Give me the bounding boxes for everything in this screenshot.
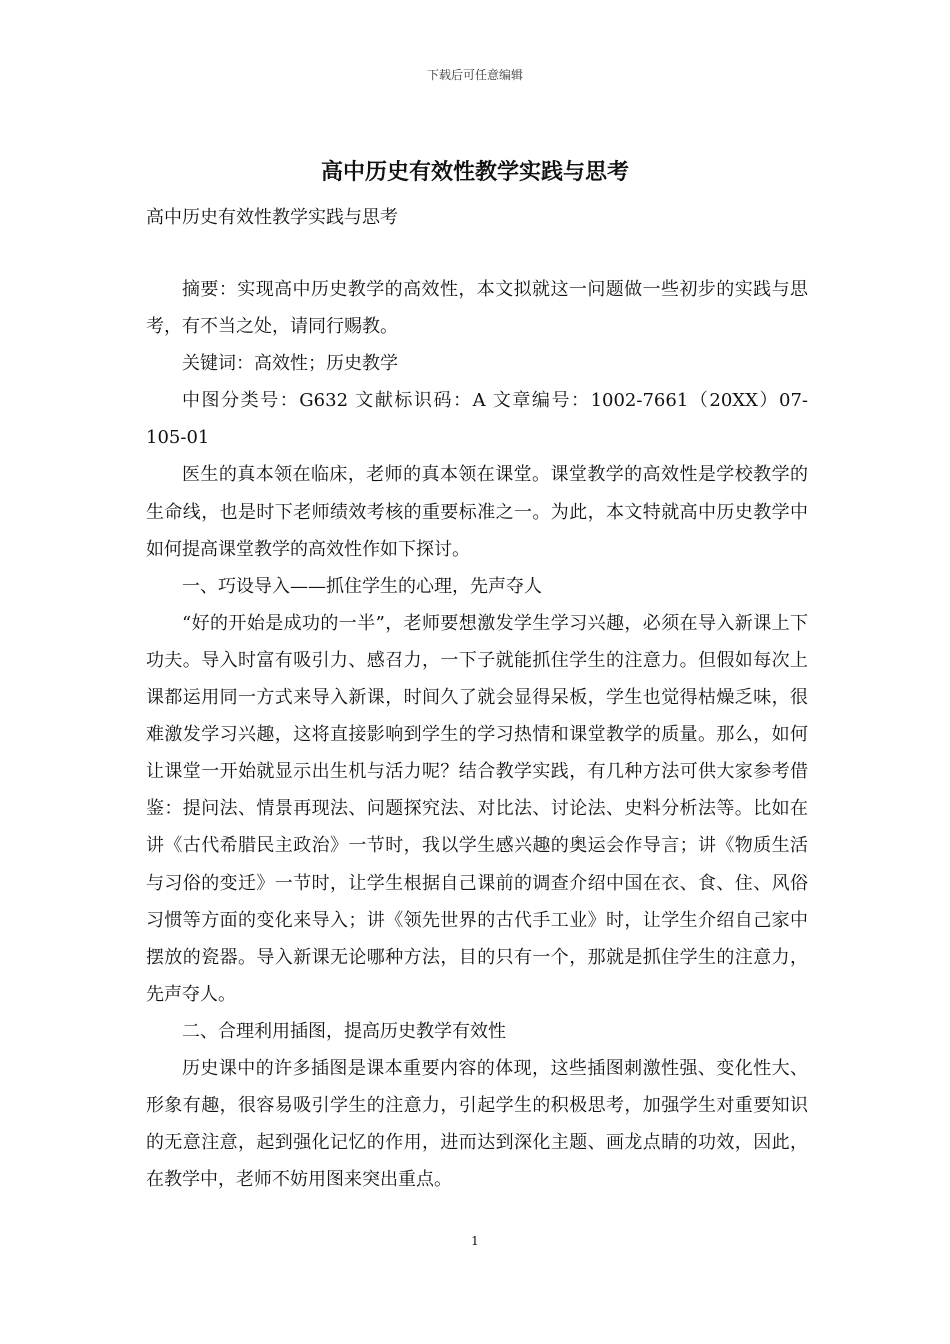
abstract-paragraph: 摘要：实现高中历史教学的高效性，本文拟就这一问题做一些初步的实践与思考，有不当之处，请同行赐教。 <box>146 279 808 338</box>
section-heading-1: 一、巧设导入——抓住学生的心理，先声夺人 <box>182 575 542 597</box>
document-body <box>146 271 808 1198</box>
intro-paragraph: 医生的真本领在临床，老师的真本领在课堂。课堂教学的高效性是学校教学的生命线，也是时下老师绩效考核的重要标准之一。为此，本文特就高中历史教学中如何提高课堂教学的高效性作如下探讨。 <box>146 464 808 560</box>
document-title: 高中历史有效性教学实践与思考 <box>320 159 629 185</box>
keywords-paragraph: 关键词：高效性；历史教学 <box>182 353 398 375</box>
section-2-paragraph: 历史课中的许多插图是课本重要内容的体现，这些插图刺激性强、变化性大、形象有趣，很容易吸引学生的注意力，引起学生的积极思考，加强学生对重要知识的无意注意，起到强化记忆的作用，进而达到深化主题、画龙点睛的功效，因此，在教学中，老师不妨用图来突出重点。 <box>146 1057 808 1191</box>
page-number: 1 <box>471 1234 479 1248</box>
page-header-note: 下载后可任意编辑 <box>426 68 523 82</box>
section-heading-2: 二、合理利用插图，提高历史教学有效性 <box>182 1020 506 1042</box>
classification-paragraph: 中图分类号：G632 文献标识码：A 文章编号：1002-7661（20XX）07-105-01 <box>146 390 808 449</box>
document-subtitle: 高中历史有效性教学实践与思考 <box>146 207 398 228</box>
section-1-paragraph: “好的开始是成功的一半”，老师要想激发学生学习兴趣，必须在导入新课上下功夫。导入时富有吸引力、感召力，一下子就能抓住学生的注意力。但假如每次上课都运用同一方式来导入新课，时间久了就会显得呆板，学生也觉得枯燥乏味，很难激发学习兴趣，这将直接影响到学生的学习热情和课堂教学的质量。那么，如何让课堂一开始就显示出生机与活力呢？结合教学实践，有几种方法可供大家参考借鉴：提问法、情景再现法、问题探究法、对比法、讨论法、史料分析法等。比如在讲《古代希腊民主政治》一节时，我以学生感兴趣的奥运会作导言；讲《物质生活与习俗的变迁》一节时，让学生根据自己课前的调查介绍中国在衣、食、住、风俗习惯等方面的变化来导入；讲《领先世界的古代手工业》时，让学生介绍自己家中摆放的瓷器。导入新课无论哪种方法，目的只有一个，那就是抓住学生的注意力，先声夺人。 <box>146 612 808 1005</box>
